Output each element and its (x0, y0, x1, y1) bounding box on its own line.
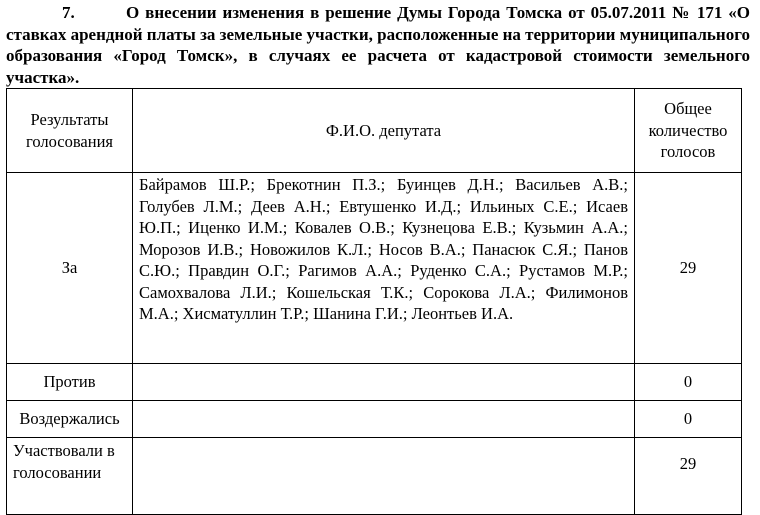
agenda-item-title: О внесении изменения в решение Думы Города Томска от 05.07.2011 № 171 «О ставках арендной платы за земельные участки, расположенные на территории муниципального образования «Город Томск», в случаях ее расчета от кадастровой стоимости земельного участка». (6, 3, 750, 87)
vote-count: 29 (635, 438, 742, 515)
agenda-item-heading (6, 2, 750, 88)
header-total-votes: Общее количество голосов (635, 89, 742, 173)
vote-count: 0 (635, 401, 742, 438)
agenda-item-number: 7. (62, 3, 75, 22)
table-header-row (7, 89, 742, 173)
result-label: Участвовали в голосовании (7, 438, 133, 515)
table-row-for (7, 173, 742, 364)
table-row-abstained (7, 401, 742, 438)
table-row-participated (7, 438, 742, 515)
result-label: За (7, 173, 133, 364)
result-label: Воздержались (7, 401, 133, 438)
deputy-names-list: Байрамов Ш.Р.; Брекотнин П.З.; Буинцев Д.Н.; Васильев А.В.; Голубев Л.М.; Деев А.Н.; Евтушенко И.Д.; Ильиных С.Е.; Исаев Ю.П.; Иценко И.М.; Ковалев О.В.; Кузнецова Е.В.; Кузьмин А.А.; Морозов И.В.; Новожилов К.Л.; Носов В.А.; Панасюк С.Я.; Панов С.Ю.; Правдин О.Г.; Рагимов А.А.; Руденко С.А.; Рустамов М.Р.; Самохвалова Л.И.; Кошельская Т.К.; Сорокова Л.А.; Филимонов М.А.; Хисматуллин Т.Р.; Шанина Г.И.; Леонтьев И.А. (133, 173, 635, 364)
table-row-against (7, 364, 742, 401)
deputy-names-list (133, 438, 635, 515)
deputy-names-list (133, 364, 635, 401)
deputy-names-list (133, 401, 635, 438)
voting-results-table (6, 88, 742, 515)
vote-count: 29 (635, 173, 742, 364)
header-results: Результаты голосования (7, 89, 133, 173)
header-deputy-names: Ф.И.О. депутата (133, 89, 635, 173)
vote-count: 0 (635, 364, 742, 401)
result-label: Против (7, 364, 133, 401)
